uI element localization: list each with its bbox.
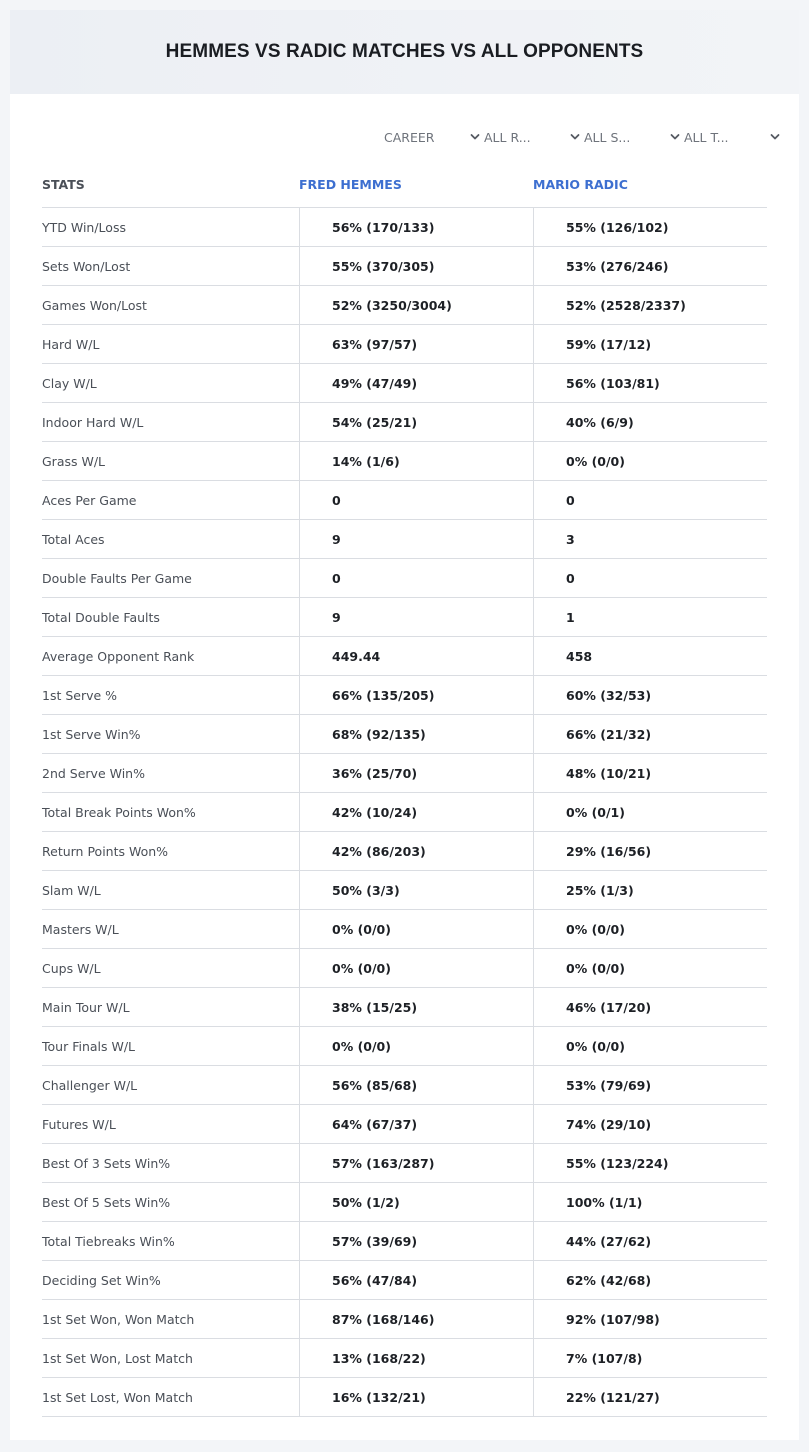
chevron-down-icon bbox=[770, 132, 780, 142]
player2-stat-value: 1 bbox=[533, 598, 767, 636]
player1-stat-value: 64% (67/37) bbox=[299, 1105, 533, 1143]
player2-stat-value: 0% (0/1) bbox=[533, 793, 767, 831]
stat-label: Best Of 3 Sets Win% bbox=[42, 1155, 171, 1171]
player1-stat-value: 9 bbox=[299, 520, 533, 558]
table-row bbox=[42, 949, 767, 988]
player2-stat-value: 62% (42/68) bbox=[533, 1261, 767, 1299]
stat-label: 1st Serve % bbox=[42, 687, 118, 703]
filter-label: ALL R... bbox=[484, 129, 531, 145]
chevron-down-icon bbox=[470, 132, 480, 142]
player2-stat-value: 0% (0/0) bbox=[533, 910, 767, 948]
column-header-player2[interactable]: MARIO RADIC bbox=[533, 177, 628, 192]
filter-label: ALL S... bbox=[584, 129, 631, 145]
player1-stat-value: 49% (47/49) bbox=[299, 364, 533, 402]
player2-stat-value: 60% (32/53) bbox=[533, 676, 767, 714]
chevron-down-icon bbox=[670, 132, 680, 142]
player1-stat-value: 55% (370/305) bbox=[299, 247, 533, 285]
table-row bbox=[42, 1300, 767, 1339]
table-row bbox=[42, 1183, 767, 1222]
stat-label: Masters W/L bbox=[42, 921, 119, 937]
filter-bar bbox=[382, 126, 782, 148]
table-body bbox=[42, 208, 767, 1417]
player2-stat-value: 55% (123/224) bbox=[533, 1144, 767, 1182]
stat-label: 2nd Serve Win% bbox=[42, 765, 145, 781]
stat-label: Tour Finals W/L bbox=[42, 1038, 136, 1054]
player1-stat-value: 38% (15/25) bbox=[299, 988, 533, 1026]
stat-label: Deciding Set Win% bbox=[42, 1272, 161, 1288]
stat-label: 1st Set Won, Won Match bbox=[42, 1311, 195, 1327]
stat-label: Grass W/L bbox=[42, 453, 106, 469]
table-row bbox=[42, 1261, 767, 1300]
table-row bbox=[42, 832, 767, 871]
stat-label: Sets Won/Lost bbox=[42, 258, 131, 274]
card-header bbox=[10, 10, 799, 94]
table-row bbox=[42, 598, 767, 637]
player2-stat-value: 55% (126/102) bbox=[533, 208, 767, 246]
column-header-player1[interactable]: FRED HEMMES bbox=[299, 177, 402, 192]
stats-card bbox=[10, 10, 799, 1440]
stat-label: Total Break Points Won% bbox=[42, 804, 196, 820]
player1-stat-value: 63% (97/57) bbox=[299, 325, 533, 363]
table-row bbox=[42, 910, 767, 949]
table-row bbox=[42, 559, 767, 598]
player1-stat-value: 68% (92/135) bbox=[299, 715, 533, 753]
player2-stat-value: 74% (29/10) bbox=[533, 1105, 767, 1143]
stat-label: Futures W/L bbox=[42, 1116, 116, 1132]
player2-stat-value: 44% (27/62) bbox=[533, 1222, 767, 1260]
player2-stat-value: 66% (21/32) bbox=[533, 715, 767, 753]
table-row bbox=[42, 1222, 767, 1261]
player1-stat-value: 0% (0/0) bbox=[299, 1027, 533, 1065]
player1-stat-value: 14% (1/6) bbox=[299, 442, 533, 480]
table-row bbox=[42, 1105, 767, 1144]
player1-stat-value: 42% (86/203) bbox=[299, 832, 533, 870]
player1-stat-value: 0% (0/0) bbox=[299, 949, 533, 987]
player2-stat-value: 29% (16/56) bbox=[533, 832, 767, 870]
filter-label: ALL T... bbox=[684, 129, 729, 145]
player2-stat-value: 46% (17/20) bbox=[533, 988, 767, 1026]
stat-label: Return Points Won% bbox=[42, 843, 169, 859]
player1-stat-value: 56% (47/84) bbox=[299, 1261, 533, 1299]
table-row bbox=[42, 208, 767, 247]
player1-stat-value: 66% (135/205) bbox=[299, 676, 533, 714]
table-row bbox=[42, 676, 767, 715]
player1-stat-value: 56% (170/133) bbox=[299, 208, 533, 246]
table-row bbox=[42, 1027, 767, 1066]
stat-label: Average Opponent Rank bbox=[42, 648, 195, 664]
player1-stat-value: 0 bbox=[299, 559, 533, 597]
player1-stat-value: 50% (1/2) bbox=[299, 1183, 533, 1221]
player1-stat-value: 13% (168/22) bbox=[299, 1339, 533, 1377]
stat-label: Aces Per Game bbox=[42, 492, 137, 508]
player1-stat-value: 57% (163/287) bbox=[299, 1144, 533, 1182]
player2-stat-value: 92% (107/98) bbox=[533, 1300, 767, 1338]
stat-label: Slam W/L bbox=[42, 882, 101, 898]
filter-label: CAREER bbox=[384, 129, 435, 145]
table-row bbox=[42, 793, 767, 832]
player2-stat-value: 0 bbox=[533, 481, 767, 519]
stat-label: Games Won/Lost bbox=[42, 297, 147, 313]
table-row bbox=[42, 286, 767, 325]
stat-label: Best Of 5 Sets Win% bbox=[42, 1194, 171, 1210]
stat-label: 1st Set Lost, Won Match bbox=[42, 1389, 193, 1405]
table-row bbox=[42, 1378, 767, 1417]
player1-stat-value: 57% (39/69) bbox=[299, 1222, 533, 1260]
stat-label: Hard W/L bbox=[42, 336, 100, 352]
table-row bbox=[42, 637, 767, 676]
table-row bbox=[42, 403, 767, 442]
table-row bbox=[42, 988, 767, 1027]
stat-label: Main Tour W/L bbox=[42, 999, 130, 1015]
table-row bbox=[42, 715, 767, 754]
player1-stat-value: 16% (132/21) bbox=[299, 1378, 533, 1416]
player1-stat-value: 52% (3250/3004) bbox=[299, 286, 533, 324]
player1-stat-value: 50% (3/3) bbox=[299, 871, 533, 909]
player2-stat-value: 53% (79/69) bbox=[533, 1066, 767, 1104]
player2-stat-value: 0% (0/0) bbox=[533, 1027, 767, 1065]
player2-stat-value: 0% (0/0) bbox=[533, 442, 767, 480]
stats-table bbox=[42, 162, 767, 1417]
player1-stat-value: 42% (10/24) bbox=[299, 793, 533, 831]
page-title: HEMMES VS RADIC MATCHES VS ALL OPPONENTS bbox=[165, 41, 644, 62]
player2-stat-value: 56% (103/81) bbox=[533, 364, 767, 402]
filter-period-select[interactable] bbox=[382, 126, 482, 148]
stat-label: Total Aces bbox=[42, 531, 105, 547]
player2-stat-value: 40% (6/9) bbox=[533, 403, 767, 441]
player1-stat-value: 0% (0/0) bbox=[299, 910, 533, 948]
table-row bbox=[42, 871, 767, 910]
stat-label: Indoor Hard W/L bbox=[42, 414, 144, 430]
player1-stat-value: 9 bbox=[299, 598, 533, 636]
filter-round-select[interactable] bbox=[482, 126, 582, 148]
table-row bbox=[42, 442, 767, 481]
table-header bbox=[42, 162, 767, 208]
player2-stat-value: 100% (1/1) bbox=[533, 1183, 767, 1221]
player2-stat-value: 458 bbox=[533, 637, 767, 675]
stat-label: Cups W/L bbox=[42, 960, 101, 976]
player1-stat-value: 54% (25/21) bbox=[299, 403, 533, 441]
filter-tournament-select[interactable] bbox=[682, 126, 782, 148]
table-row bbox=[42, 1144, 767, 1183]
chevron-down-icon bbox=[570, 132, 580, 142]
stat-label: 1st Serve Win% bbox=[42, 726, 141, 742]
player2-stat-value: 25% (1/3) bbox=[533, 871, 767, 909]
table-row bbox=[42, 1339, 767, 1378]
player1-stat-value: 449.44 bbox=[299, 637, 533, 675]
player2-stat-value: 0 bbox=[533, 559, 767, 597]
table-row bbox=[42, 754, 767, 793]
stat-label: Clay W/L bbox=[42, 375, 97, 391]
stat-label: Challenger W/L bbox=[42, 1077, 138, 1093]
player2-stat-value: 3 bbox=[533, 520, 767, 558]
player2-stat-value: 52% (2528/2337) bbox=[533, 286, 767, 324]
stat-label: YTD Win/Loss bbox=[42, 219, 126, 235]
player2-stat-value: 0% (0/0) bbox=[533, 949, 767, 987]
player2-stat-value: 48% (10/21) bbox=[533, 754, 767, 792]
filter-surface-select[interactable] bbox=[582, 126, 682, 148]
player1-stat-value: 56% (85/68) bbox=[299, 1066, 533, 1104]
player2-stat-value: 59% (17/12) bbox=[533, 325, 767, 363]
table-row bbox=[42, 481, 767, 520]
player1-stat-value: 87% (168/146) bbox=[299, 1300, 533, 1338]
player2-stat-value: 7% (107/8) bbox=[533, 1339, 767, 1377]
table-row bbox=[42, 1066, 767, 1105]
player1-stat-value: 0 bbox=[299, 481, 533, 519]
table-row bbox=[42, 520, 767, 559]
table-row bbox=[42, 325, 767, 364]
player2-stat-value: 22% (121/27) bbox=[533, 1378, 767, 1416]
table-row bbox=[42, 364, 767, 403]
stat-label: Total Tiebreaks Win% bbox=[42, 1233, 175, 1249]
column-header-stats: STATS bbox=[42, 177, 85, 192]
stat-label: 1st Set Won, Lost Match bbox=[42, 1350, 193, 1366]
stat-label: Total Double Faults bbox=[42, 609, 160, 625]
table-row bbox=[42, 247, 767, 286]
player1-stat-value: 36% (25/70) bbox=[299, 754, 533, 792]
player2-stat-value: 53% (276/246) bbox=[533, 247, 767, 285]
stat-label: Double Faults Per Game bbox=[42, 570, 192, 586]
